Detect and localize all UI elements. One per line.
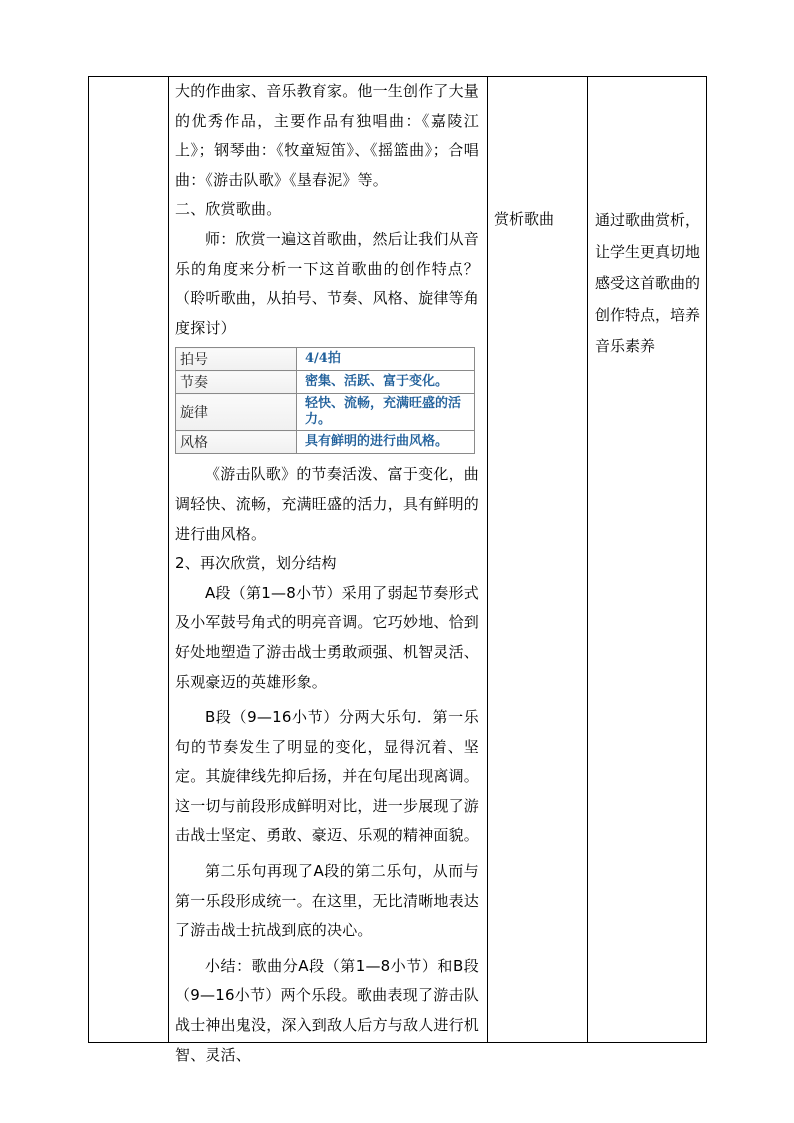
analysis-row <box>176 394 475 431</box>
paragraph: A段（第1—8小节）采用了弱起节奏形式及小军鼓号角式的明亮音调。它巧妙地、恰到好处地塑造了游击战士勇敢顽强、机智灵活、乐观豪迈的英雄形象。 <box>175 583 480 691</box>
analysis-value: 具有鲜明的进行曲风格。 <box>297 431 475 454</box>
analysis-row <box>176 348 475 371</box>
student-activity-text: 赏析歌曲 <box>494 210 555 228</box>
column-divider <box>587 77 588 1042</box>
design-intent-text: 通过歌曲赏析，让学生更真切地感受这首歌曲的创作特点，培养音乐素养 <box>595 211 701 355</box>
paragraph: 第二乐句再现了A段的第二乐句，从而与第一乐段形成统一。在这里，无比清晰地表达了游击战士抗战到底的决心。 <box>175 862 480 940</box>
teaching-content-column <box>175 77 479 1070</box>
paragraph: 小结：歌曲分A段（第1—8小节）和B段（9—16小节）两个乐段。歌曲表现了游击队战士神出鬼没，深入到敌人后方与敌人进行机智、灵活、 <box>175 956 480 1064</box>
analysis-label: 节奏 <box>176 371 297 394</box>
analysis-row <box>176 371 475 394</box>
paragraph: B段（9—16小节）分两大乐句．第一乐句的节奏发生了明显的变化，显得沉着、坚定。其旋律线先抑后扬，并在句尾出现离调。这一切与前段形成鲜明对比，进一步展现了游击战士坚定、勇敢、豪迈、乐观的精神面貌。 <box>175 708 480 845</box>
analysis-label: 拍号 <box>176 348 297 371</box>
paragraph: 大的作曲家、音乐教育家。他一生创作了大量的优秀作品，主要作品有独唱曲：《嘉陵江上》；钢琴曲：《牧童短笛》、《摇篮曲》；合唱曲：《游击队歌》《垦春泥》等。 <box>175 82 480 189</box>
paragraphs-after <box>175 460 479 1070</box>
song-analysis-table <box>175 347 475 454</box>
paragraph: 《游击队歌》的节奏活泼、富于变化，曲调轻快、流畅，充满旺盛的活力，具有鲜明的进行曲风格。 <box>175 465 480 543</box>
analysis-label: 旋律 <box>176 394 297 431</box>
section-heading: 2、再次欣赏，划分结构 <box>175 554 337 573</box>
paragraphs-before <box>175 77 479 343</box>
column-divider <box>168 77 169 1042</box>
lesson-plan-table <box>88 76 707 1064</box>
analysis-row <box>176 431 475 454</box>
analysis-value: 密集、活跃、富于变化。 <box>297 371 475 394</box>
analysis-label: 风格 <box>176 431 297 454</box>
analysis-value: 轻快、流畅，充满旺盛的活力。 <box>297 394 475 431</box>
analysis-value: 4/4拍 <box>297 348 475 371</box>
section-heading: 二、欣赏歌曲。 <box>175 200 282 219</box>
column-divider <box>487 77 488 1042</box>
paragraph: 师：欣赏一遍这首歌曲，然后让我们从音乐的角度来分析一下这首歌曲的创作特点？（聆听歌曲，从拍号、节奏、风格、旋律等角度探讨） <box>175 229 480 337</box>
